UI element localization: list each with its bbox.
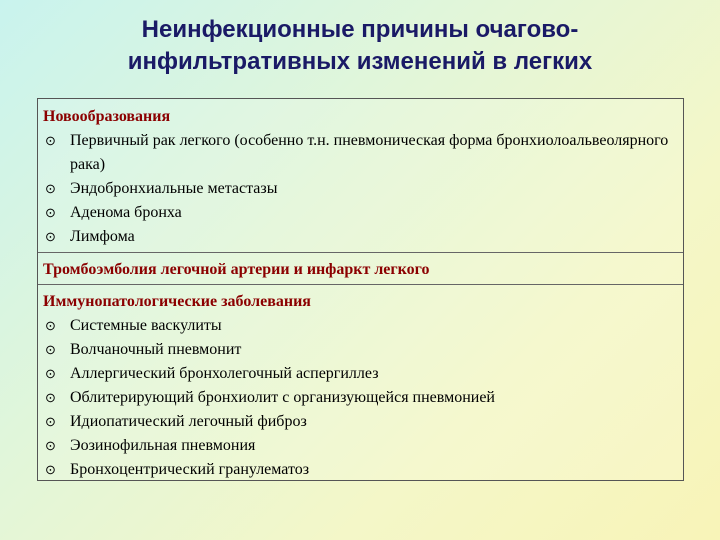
bullet-icon: ⊙ [45, 229, 56, 244]
bullet-icon: ⊙ [45, 414, 56, 429]
list-item [43, 410, 683, 434]
list-item-text: Идиопатический легочный фиброз [70, 413, 307, 430]
list-item-text: Первичный рак легкого (особенно т.н. пневмоническая форма бронхиолоальвеолярного рака) [70, 132, 669, 173]
list-item-text: Аденома бронха [70, 204, 182, 221]
list-item-text: Облитерирующий бронхиолит с организующейся пневмонией [70, 389, 495, 406]
list-item [43, 386, 683, 410]
section-neoplasms [38, 99, 683, 252]
list-item [43, 338, 683, 362]
list-item [43, 201, 683, 225]
list-item [43, 225, 683, 249]
bullet-icon: ⊙ [45, 205, 56, 220]
bullet-icon: ⊙ [45, 181, 56, 196]
bullet-icon: ⊙ [45, 390, 56, 405]
title-line-1: Неинфекционные причины очагово- [141, 16, 579, 43]
bullet-icon: ⊙ [45, 133, 56, 148]
list-item-text: Системные васкулиты [70, 317, 222, 334]
section-pulmonary-embolism [38, 252, 683, 284]
title-line-2: инфильтративных изменений в легких [127, 48, 593, 75]
list-item [43, 129, 683, 177]
list-item [43, 434, 683, 458]
causes-table [37, 98, 684, 481]
section-heading: Иммунопатологические заболевания [43, 293, 311, 310]
list-item-text: Лимфома [70, 228, 135, 245]
page-title [0, 14, 720, 78]
bullet-icon: ⊙ [45, 318, 56, 333]
bullet-icon: ⊙ [45, 366, 56, 381]
section-immunopathologic [38, 284, 683, 480]
list-item-text: Волчаночный пневмонит [70, 341, 242, 358]
section-item-list [43, 129, 683, 249]
section-heading: Новообразования [43, 108, 171, 125]
list-item-text: Аллергический бронхолегочный аспергиллез [70, 365, 379, 382]
bullet-icon: ⊙ [45, 342, 56, 357]
list-item-text: Бронхоцентрический гранулематоз [70, 461, 310, 478]
list-item [43, 362, 683, 386]
section-heading: Тромбоэмболия легочной артерии и инфаркт легкого [43, 261, 430, 278]
list-item-text: Эозинофильная пневмония [70, 437, 256, 454]
bullet-icon: ⊙ [45, 462, 56, 477]
list-item [43, 177, 683, 201]
list-item [43, 314, 683, 338]
list-item [43, 458, 683, 482]
section-item-list [43, 314, 683, 482]
list-item-text: Эндобронхиальные метастазы [70, 180, 278, 197]
bullet-icon: ⊙ [45, 438, 56, 453]
